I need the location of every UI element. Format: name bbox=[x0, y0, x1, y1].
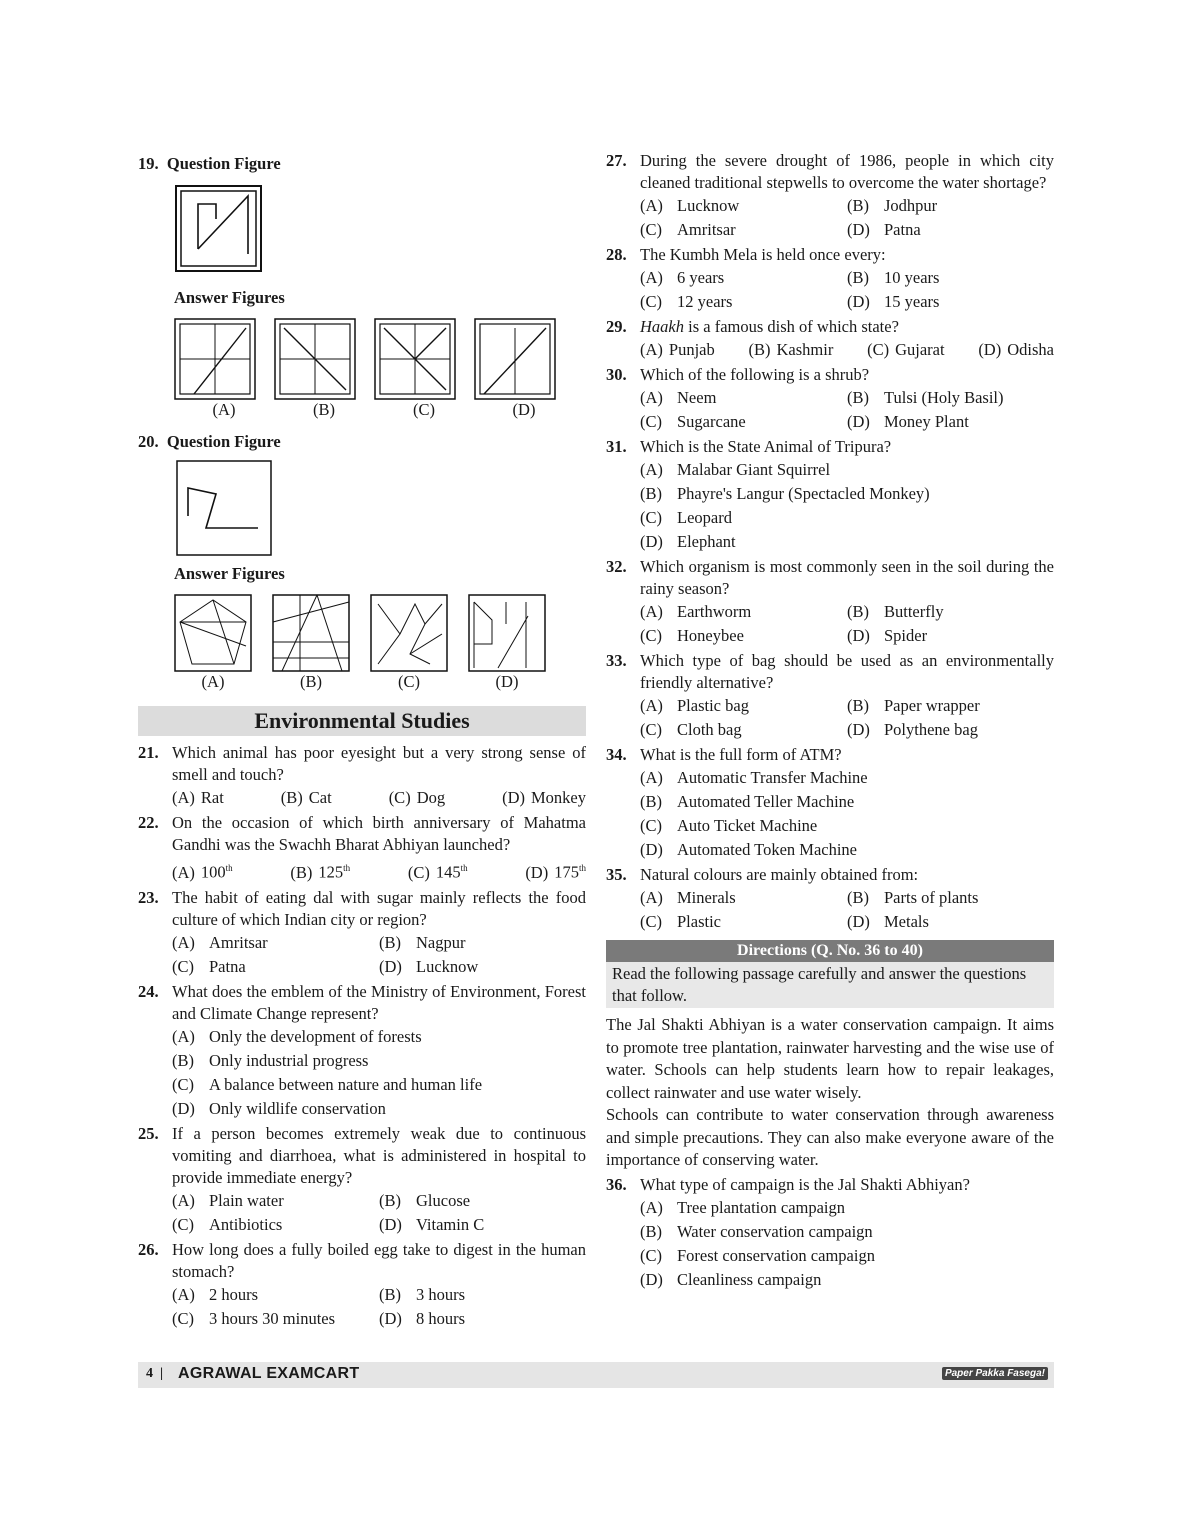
answer-option[interactable]: (C) Dog bbox=[388, 788, 446, 807]
answer-option[interactable]: (D) Lucknow bbox=[379, 956, 479, 976]
answer-option[interactable]: (A) 100th bbox=[172, 862, 233, 882]
q19-heading bbox=[138, 154, 586, 174]
q20-label-a: (A) bbox=[201, 672, 225, 691]
question-29 bbox=[606, 316, 1054, 362]
option-list bbox=[172, 931, 586, 979]
question-28 bbox=[606, 244, 1054, 314]
option-list bbox=[640, 766, 1054, 862]
question-text: What type of campaign is the Jal Shakti Abhiyan? bbox=[640, 1174, 970, 1194]
answer-option[interactable]: (C) Leopard bbox=[640, 508, 732, 527]
option-list bbox=[640, 600, 1054, 648]
answer-option[interactable]: (A) Amritsar bbox=[172, 932, 268, 952]
answer-option[interactable]: (D) Only wildlife conservation bbox=[172, 1098, 386, 1118]
question-number: 21. bbox=[138, 743, 159, 762]
q20-option-c-figure[interactable] bbox=[370, 594, 448, 672]
answer-option[interactable]: (D) 175th bbox=[525, 862, 586, 882]
question-33 bbox=[606, 650, 1054, 742]
question-25 bbox=[138, 1123, 586, 1237]
question-text: Haakh is a famous dish of which state? bbox=[640, 317, 899, 336]
passage-paragraph-2: Schools can contribute to water conservation through awareness and simple precautions. They can also make everyone aware of the importance of conserving water. bbox=[606, 1105, 1054, 1169]
question-31 bbox=[606, 436, 1054, 554]
answer-option[interactable]: (B) Parts of plants bbox=[847, 888, 979, 907]
answer-option[interactable]: (D) 15 years bbox=[847, 292, 940, 311]
option-list bbox=[172, 1025, 586, 1121]
answer-option[interactable]: (B) Nagpur bbox=[379, 932, 466, 952]
question-text: The habit of eating dal with sugar mainly reflects the food culture of which Indian city or region? bbox=[172, 887, 586, 929]
left-question-list bbox=[138, 742, 586, 1331]
q19-title: Question Figure bbox=[166, 154, 281, 173]
q19-question-figure bbox=[174, 184, 274, 284]
answer-option[interactable]: (B) Water conservation campaign bbox=[640, 1221, 873, 1241]
tagline-badge: Paper Pakka Fasega! bbox=[942, 1367, 1048, 1380]
question-22 bbox=[138, 812, 586, 885]
q19-option-c-figure[interactable] bbox=[374, 318, 456, 400]
q19-number: 19. bbox=[138, 154, 159, 173]
answer-option[interactable]: (C) Antibiotics bbox=[172, 1214, 283, 1234]
q20-label-b: (B) bbox=[300, 672, 322, 691]
question-number: 29. bbox=[606, 317, 627, 336]
q20-answer-labels bbox=[174, 672, 586, 692]
question-36 bbox=[606, 1174, 1054, 1292]
question-text: If a person becomes extremely weak due to continuous vomiting and diarrhoea, what is administered in hospital to provide immediate energy? bbox=[172, 1123, 586, 1187]
q20-number: 20. bbox=[138, 432, 159, 451]
answer-option[interactable]: (A) Earthworm bbox=[640, 602, 752, 621]
answer-option[interactable]: (C) Sugarcane bbox=[640, 412, 746, 431]
answer-option[interactable]: (D) Spider bbox=[847, 626, 928, 645]
answer-option[interactable]: (D) Monkey bbox=[502, 788, 586, 807]
q20-answer-figures bbox=[174, 594, 586, 672]
answer-option[interactable]: (B) Glucose bbox=[379, 1190, 471, 1210]
question-30 bbox=[606, 364, 1054, 434]
passage-paragraph-1: The Jal Shakti Abhiyan is a water conservation campaign. It aims to promote tree plantation, rainwater harvesting and the wise use of water. Schools can help students learn how to repair leakages, collect rainwater and use water wisely. bbox=[606, 1015, 1054, 1102]
question-21 bbox=[138, 742, 586, 810]
question-text: Natural colours are mainly obtained from: bbox=[640, 865, 919, 884]
option-list bbox=[640, 386, 1054, 434]
question-number: 25. bbox=[138, 1123, 159, 1143]
answer-option[interactable]: (B) Paper wrapper bbox=[847, 696, 980, 715]
option-list bbox=[640, 338, 1054, 362]
answer-option[interactable]: (D) Cleanliness campaign bbox=[640, 1269, 822, 1289]
answer-option[interactable]: (D) Vitamin C bbox=[379, 1214, 485, 1234]
question-text: Which is the State Animal of Tripura? bbox=[640, 437, 892, 456]
answer-option[interactable]: (C) Auto Ticket Machine bbox=[640, 816, 818, 835]
answer-option[interactable]: (C) Plastic bbox=[640, 912, 721, 931]
option-list bbox=[640, 886, 1054, 934]
answer-option[interactable]: (C) Honeybee bbox=[640, 626, 744, 645]
brand-logo: AGRAWAL EXAMCART bbox=[178, 1365, 360, 1382]
answer-option[interactable]: (A) Punjab bbox=[640, 340, 715, 359]
directions-instruction: Read the following passage carefully and answer the questions that follow. bbox=[606, 962, 1054, 1008]
directions-title: Directions (Q. No. 36 to 40) bbox=[606, 940, 1054, 962]
answer-option[interactable]: (B) Kashmir bbox=[748, 340, 834, 359]
option-list bbox=[640, 266, 1054, 314]
question-text: During the severe drought of 1986, people in which city cleaned traditional stepwells to overcome the water shortage? bbox=[640, 151, 1054, 192]
q19-option-b-figure[interactable] bbox=[274, 318, 356, 400]
section-title: Environmental Studies bbox=[138, 706, 586, 736]
question-26 bbox=[138, 1239, 586, 1331]
answer-option[interactable]: (C) 12 years bbox=[640, 292, 733, 311]
question-text: Which organism is most commonly seen in the soil during the rainy season? bbox=[640, 557, 1054, 598]
question-number: 30. bbox=[606, 365, 627, 384]
option-list bbox=[172, 786, 586, 810]
answer-option[interactable]: (C) Gujarat bbox=[867, 340, 945, 359]
answer-option[interactable]: (A) Automatic Transfer Machine bbox=[640, 768, 868, 787]
answer-option[interactable]: (D) Automated Token Machine bbox=[640, 840, 857, 859]
option-list bbox=[640, 694, 1054, 742]
q20-question-figure bbox=[176, 460, 276, 560]
question-36-block bbox=[606, 1174, 1054, 1292]
answer-option[interactable]: (A) Only the development of forests bbox=[172, 1026, 422, 1046]
answer-option[interactable]: (D) Elephant bbox=[640, 532, 736, 551]
question-number: 33. bbox=[606, 651, 627, 670]
option-list bbox=[640, 1196, 1054, 1292]
q19-label-c: (C) bbox=[413, 400, 435, 419]
page-number: 4 | bbox=[146, 1366, 164, 1381]
answer-option[interactable]: (B) Automated Teller Machine bbox=[640, 792, 855, 811]
right-question-list bbox=[606, 150, 1054, 934]
answer-option[interactable]: (B) 10 years bbox=[847, 268, 940, 287]
question-number: 32. bbox=[606, 557, 627, 576]
q19-label-b: (B) bbox=[313, 400, 335, 419]
answer-option[interactable]: (B) Phayre's Langur (Spectacled Monkey) bbox=[640, 484, 930, 503]
q20-answer-heading: Answer Figures bbox=[174, 564, 285, 583]
answer-option[interactable]: (B) 3 hours bbox=[379, 1284, 466, 1304]
answer-option[interactable]: (C) Forest conservation campaign bbox=[640, 1245, 875, 1265]
answer-option[interactable]: (C) Patna bbox=[172, 956, 246, 976]
question-text: Which type of bag should be used as an environmentally friendly alternative? bbox=[640, 651, 1054, 692]
option-list bbox=[172, 1283, 586, 1331]
answer-option[interactable]: (A) Lucknow bbox=[640, 196, 740, 215]
answer-option[interactable]: (D) Odisha bbox=[978, 340, 1054, 359]
answer-option[interactable]: (A) Rat bbox=[172, 788, 224, 807]
answer-option[interactable]: (C) 145th bbox=[407, 862, 468, 882]
left-column bbox=[138, 150, 586, 1333]
answer-option[interactable]: (B) Only industrial progress bbox=[172, 1050, 369, 1070]
q20-option-d-figure[interactable] bbox=[468, 594, 546, 672]
question-number: 27. bbox=[606, 151, 627, 170]
question-text: Which animal has poor eyesight but a very strong sense of smell and touch? bbox=[172, 743, 586, 784]
q19-answer-figures bbox=[174, 318, 586, 400]
question-35 bbox=[606, 864, 1054, 934]
question-text: Which of the following is a shrub? bbox=[640, 365, 870, 384]
answer-option[interactable]: (D) Polythene bag bbox=[847, 720, 978, 739]
q20-option-a-figure[interactable] bbox=[174, 594, 252, 672]
question-text: How long does a fully boiled egg take to digest in the human stomach? bbox=[172, 1239, 586, 1281]
question-number: 34. bbox=[606, 745, 627, 764]
answer-option[interactable]: (B) Butterfly bbox=[847, 602, 944, 621]
question-number: 23. bbox=[138, 887, 159, 907]
answer-option[interactable]: (B) Cat bbox=[280, 788, 332, 807]
answer-option[interactable]: (A) Minerals bbox=[640, 888, 736, 907]
question-number: 24. bbox=[138, 981, 159, 1001]
answer-option[interactable]: (C) 3 hours 30 minutes bbox=[172, 1308, 336, 1328]
answer-option[interactable]: (D) 8 hours bbox=[379, 1308, 466, 1328]
question-number: 26. bbox=[138, 1239, 159, 1259]
right-column bbox=[606, 150, 1054, 1294]
option-list bbox=[172, 1189, 586, 1237]
q19-answer-labels bbox=[174, 400, 586, 420]
option-list bbox=[640, 194, 1054, 242]
question-27 bbox=[606, 150, 1054, 242]
question-23 bbox=[138, 887, 586, 979]
answer-option[interactable]: (C) Amritsar bbox=[640, 220, 736, 239]
answer-option[interactable]: (A) Malabar Giant Squirrel bbox=[640, 460, 831, 479]
answer-option[interactable]: (B) Tulsi (Holy Basil) bbox=[847, 388, 1004, 407]
answer-option[interactable]: (A) 2 hours bbox=[172, 1284, 259, 1304]
question-text: What is the full form of ATM? bbox=[640, 745, 842, 764]
answer-option[interactable]: (A) Plastic bag bbox=[640, 696, 749, 715]
question-text: What does the emblem of the Ministry of Environment, Forest and Climate Change represent? bbox=[172, 981, 586, 1023]
answer-option[interactable]: (B) 125th bbox=[290, 862, 351, 882]
q20-label-c: (C) bbox=[398, 672, 420, 691]
answer-option[interactable]: (A) Neem bbox=[640, 388, 717, 407]
question-34 bbox=[606, 744, 1054, 862]
question-number: 28. bbox=[606, 245, 627, 264]
answer-option[interactable]: (C) Cloth bag bbox=[640, 720, 742, 739]
q20-option-b-figure[interactable] bbox=[272, 594, 350, 672]
question-32 bbox=[606, 556, 1054, 648]
answer-option[interactable]: (D) Money Plant bbox=[847, 412, 969, 431]
question-number: 35. bbox=[606, 865, 627, 884]
answer-option[interactable]: (A) 6 years bbox=[640, 268, 725, 287]
q19-answer-heading: Answer Figures bbox=[174, 288, 285, 307]
q19-label-d: (D) bbox=[512, 400, 536, 419]
answer-option[interactable]: (D) Metals bbox=[847, 912, 929, 931]
q19-option-d-figure[interactable] bbox=[474, 318, 556, 400]
question-24 bbox=[138, 981, 586, 1121]
question-text: On the occasion of which birth anniversary of Mahatma Gandhi was the Swachh Bharat Abhiyan launched? bbox=[172, 813, 586, 854]
question-number: 22. bbox=[138, 813, 159, 832]
q19-label-a: (A) bbox=[212, 400, 236, 419]
q20-heading bbox=[138, 432, 586, 452]
answer-option[interactable]: (A) Tree plantation campaign bbox=[640, 1197, 846, 1217]
question-number: 36. bbox=[606, 1174, 627, 1194]
question-text: The Kumbh Mela is held once every: bbox=[640, 245, 886, 264]
answer-option[interactable]: (B) Jodhpur bbox=[847, 196, 938, 215]
q20-title: Question Figure bbox=[166, 432, 281, 451]
answer-option[interactable]: (A) Plain water bbox=[172, 1190, 284, 1210]
q19-option-a-figure[interactable] bbox=[174, 318, 256, 400]
page-footer bbox=[138, 1362, 1054, 1388]
answer-option[interactable]: (D) Patna bbox=[847, 220, 921, 239]
answer-option[interactable]: (C) A balance between nature and human life bbox=[172, 1074, 483, 1094]
option-list bbox=[172, 856, 586, 885]
question-number: 31. bbox=[606, 437, 627, 456]
q20-label-d: (D) bbox=[495, 672, 519, 691]
option-list bbox=[640, 458, 1054, 554]
